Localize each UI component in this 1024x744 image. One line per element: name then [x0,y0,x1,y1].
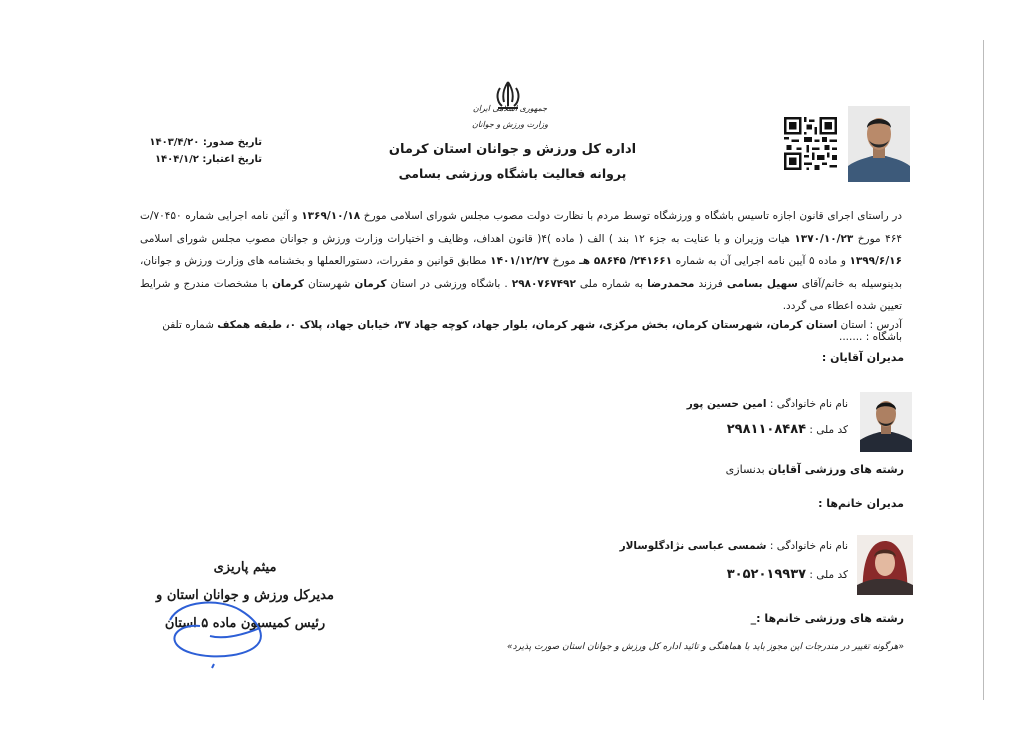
body-segment: ۲۹۸۰۷۶۷۴۹۲ [511,277,576,290]
body-segment: کرمان [271,277,304,290]
body-segment: ۱۳۷۰/۱۰/۲۳ [794,232,854,245]
club-phone: شماره تلفن باشگاه : ....... [162,319,902,343]
address-label: آدرس : استان [837,319,902,331]
body-segment: ۱۳۶۹/۱۰/۱۸ [301,210,361,222]
female-manager-id: ۳۰۵۲۰۱۹۹۳۷ [726,567,807,582]
signatory-title-1: مدیرکل ورزش و جوانان استان و [156,588,334,603]
address-value: استان کرمان، شهرستان کرمان، بخش مرکزی، شهر کرمان، بلوار جهاد، کوچه جهاد ۳۷، خیابان جهاد، پلاک ۰، طبقه همکف [217,319,838,331]
male-manager-name-row [687,398,848,410]
scan-edge [983,40,984,700]
body-segment: ۴۶۴ مورخ [853,232,903,245]
permit-body [140,205,902,318]
issue-date: تاریخ صدور: ۱۴۰۳/۴/۲۰ [149,137,262,148]
body-segment: ۲۴۱۶۶۱/ ۵۸۶۴۵ هـ [579,255,673,267]
body-segment: شهرستان [303,277,355,290]
male-manager-name: امین حسین پور [686,398,767,410]
body-segment: مورخ [549,255,580,267]
male-managers-title: مدیران آقایان : [821,351,904,364]
female-manager-photo [857,535,913,595]
change-notice: «هرگونه تغییر در مندرجات این مجوز باید با هماهنگی و تائید اداره کل ورزش و جوانان استان صورت پذیرد» [507,642,904,652]
body-segment: به شماره ملی [575,277,648,290]
body-segment: مطابق قوانین و مقررات، دستورالعملها و بخشنامه های وزارت ورزش و جوانان، [140,255,491,267]
owner-photo [848,106,910,182]
body-segment: . باشگاه ورزشی در استان [386,277,512,290]
body-segment: ۱۴۰۱/۱۲/۲۷ [490,255,550,267]
dates-block [112,134,262,168]
qr-code-icon [784,117,837,170]
female-sports-label: رشته های ورزشی خانم‌ها :_ [750,612,904,625]
body-segment: اعطاء می گردد. [782,300,854,312]
male-sports-label: رشته های ورزشی آقایان [768,463,904,476]
body-segment: کرمان [354,277,387,290]
validity-date: تاریخ اعتبار: ۱۴۰۴/۱/۲ [154,154,262,165]
body-segment: در راستای اجرای قانون اجازه تاسیس باشگاه و ورزشگاه توسط مردم با نظارت دولت مصوب مجلس شورای اسلامی مورخ [360,210,903,222]
id-label: کد ملی : [809,424,848,436]
male-manager-id-row [727,422,848,437]
male-manager-photo [860,392,912,452]
signatory-title-2: رئیس کمیسیون ماده ۵ استان [164,616,326,631]
body-segment: محمدرضا [647,277,695,290]
female-manager-name-row [620,540,848,552]
name-label: نام نام خانوادگی : [769,398,848,410]
male-sports-value: بدنسازی [725,463,765,476]
body-segment: ۱۳۹۹/۶/۱۶ [849,255,902,267]
republic-text: جمهوری اسلامی ایران [472,104,548,113]
ministry-text: وزارت ورزش و جوانان [471,120,549,129]
male-manager-id: ۲۹۸۱۱۰۸۴۸۴ [726,422,807,437]
body-segment: و آئین نامه اجرایی شماره ۷۰۴۵۰/ت [140,210,302,222]
name-label: نام نام خانوادگی : [769,540,848,552]
body-segment: بدینوسیله به خانم/آقای [797,277,903,290]
body-segment: هیات وزیران و با عنایت به جزء ۱۲ بند ) الف ( ماده )۴( قانون اهداف، وظایف و اختیارات وزارت ورزش و جوانان مصوب مجلس شورای اسلامی [140,232,795,245]
handwritten-signature [150,580,300,670]
female-managers-title: مدیران خانم‌ها : [818,497,904,510]
body-segment: سهیل بسامی [726,277,798,290]
signatory-name: میثم پاریزی [213,560,277,575]
body-segment: و ماده ۵ آیین نامه اجرایی آن به شماره [672,255,850,267]
female-manager-name: شمسی عباسی نژادگلوسالار [619,540,767,552]
id-label: کد ملی : [809,569,848,581]
body-segment: فرزند [694,277,727,290]
male-sports-row [726,463,904,476]
body-segment: با مشخصات مندرج و شرایط تعیین شده [140,277,902,312]
office-title: اداره کل ورزش و جوانان استان کرمان [388,142,637,157]
club-address [140,319,902,343]
female-manager-id-row [727,567,848,582]
permit-title: پروانه فعالیت باشگاه ورزشی بسامی [398,166,627,181]
